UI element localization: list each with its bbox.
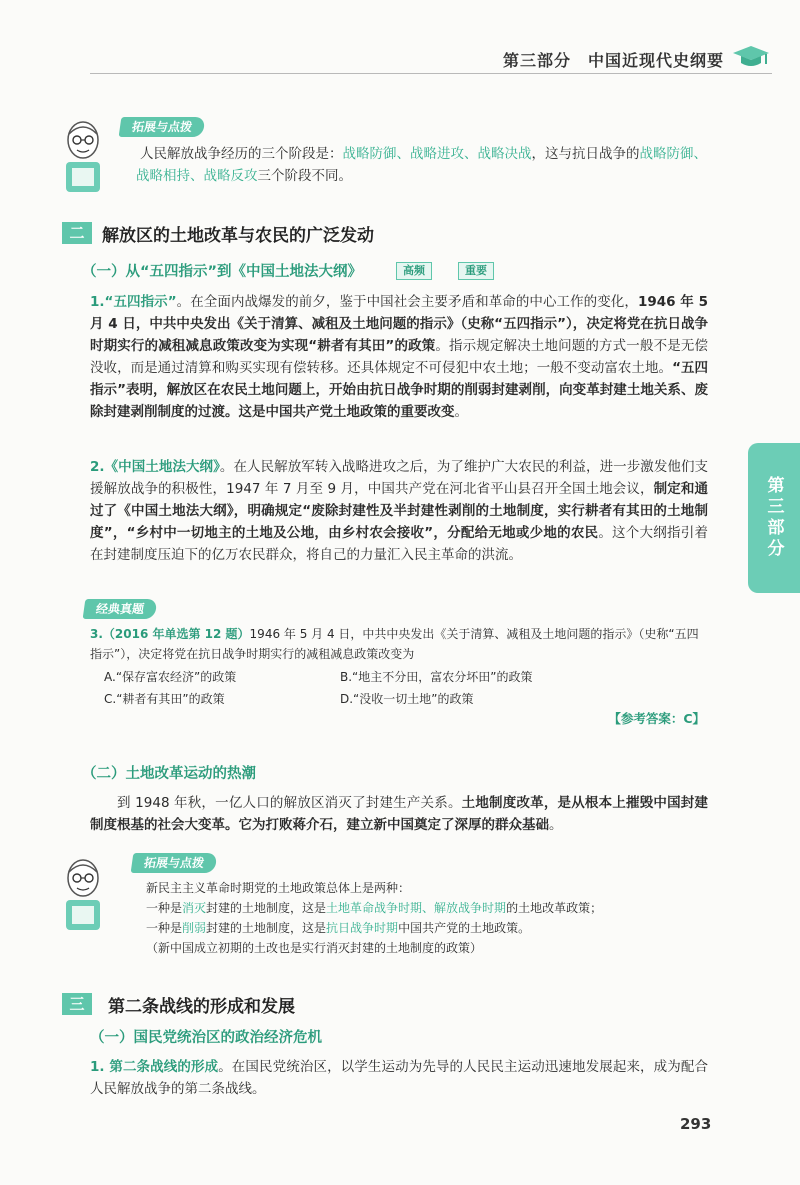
header-divider — [90, 73, 772, 74]
option-d: D.“没收一切土地”的政策 — [340, 692, 474, 706]
option-c: C.“耕者有其田”的政策 — [104, 692, 225, 706]
important-badge: 重要 — [458, 262, 494, 280]
section-title: 解放区的土地改革与农民的广泛发动 — [102, 226, 374, 246]
paragraph-land-law: 2.《中国土地法大纲》。在人民解放军转入战略进攻之后，为了维护广大农民的利益，进一步激发他们支援解放战争的积极性，1947 年 7 月至 9 月，中国共产党在河北省平山县召开全国土地会议，制定和通过了《中国土地法大纲》，明确规定“废除封建性及半封建性剥削的土地制度，实行耕者有其田的土地制度”，“乡村中一切地主的土地及公地，由乡村农会接收”，分配给无地或少地的农民。这个大纲指引着在封建制度压迫下的亿万农民群众，将自己的力量汇入民主革命的洪流。 — [90, 459, 709, 563]
subsection-title: （一）从“五四指示”到《中国土地法大纲》 — [82, 264, 363, 280]
high-frequency-badge: 高频 — [396, 262, 432, 280]
reference-answer: 【参考答案：C】 — [608, 711, 705, 726]
paragraph-land-reform: 到 1948 年秋，一亿人口的解放区消灭了封建生产关系。土地制度改革，是从根本上摧毁中国封建制度根基的社会大变革。它为打败蒋介石，建立新中国奠定了深厚的群众基础。 — [90, 795, 708, 833]
graduation-cap-icon — [732, 44, 770, 70]
callout-text-2: 新民主主义革命时期党的土地政策总体上是两种： 一种是消灭封建的土地制度，这是土地革命战争时期、解放战争时期的土地改革政策； 一种是削弱封建的土地制度，这是抗日战争时期中国共产党的土地政策。 （新中国成立初期的土改也是实行消灭封建的土地制度的政策） — [146, 881, 603, 955]
page-number: 293 — [680, 1115, 712, 1133]
callout-tag-2: 拓展与点拨 — [131, 853, 218, 873]
paragraph-second-front: 1. 第二条战线的形成。在国民党统治区，以学生运动为先导的人民民主运动迅速地发展起来，成为配合人民解放战争的第二条战线。 — [90, 1059, 708, 1097]
section-number: 二 — [62, 222, 92, 244]
teacher-avatar-icon — [58, 118, 108, 196]
callout-text: 人民解放战争经历的三个阶段是：战略防御、战略进攻、战略决战，这与抗日战争的战略防御、战略相持、战略反攻三个阶段不同。 — [136, 146, 707, 184]
exam-tag: 经典真题 — [83, 599, 158, 619]
section-title-3: 第二条战线的形成和发展 — [108, 997, 295, 1017]
subsection-title-3: （一）国民党统治区的政治经济危机 — [90, 1030, 322, 1046]
subsection-title-2: （二）土地改革运动的热潮 — [82, 766, 256, 782]
teacher-avatar-icon — [58, 856, 108, 934]
exam-question: 3.（2016 年单选第 12 题）1946 年 5 月 4 日，中共中央发出《关于清算、减租及土地问题的指示》（史称“五四指示”），决定将党在抗日战争时期实行的减租减息政策改变为 — [90, 627, 699, 661]
running-title: 第三部分 中国近现代史纲要 — [502, 51, 724, 70]
part-side-tab: 第三部分 — [748, 443, 800, 593]
option-a: A.“保存富农经济”的政策 — [104, 670, 237, 684]
paragraph-wusi: 1.“五四指示”。在全面内战爆发的前夕，鉴于中国社会主要矛盾和革命的中心工作的变化，1946 年 5 月 4 日，中共中央发出《关于清算、减租及土地问题的指示》（史称“五四指示”），决定将党在抗日战争时期实行的减租减息政策改变为实现“耕者有其田”的政策。指示规定解决土地问题的方式一般不是无偿没收，而是通过清算和购买实现有偿转移。还具体规定不可侵犯中农土地；一般不变动富农土地。“五四指示”表明，解放区在农民土地问题上，开始由抗日战争时期的削弱封建剥削，向变革封建土地关系、废除封建剥削制度的过渡。这是中国共产党土地政策的重要改变。 — [90, 294, 709, 420]
section-number-3: 三 — [62, 993, 92, 1015]
option-b: B.“地主不分田，富农分坏田”的政策 — [340, 670, 533, 684]
callout-tag: 拓展与点拨 — [119, 117, 206, 137]
